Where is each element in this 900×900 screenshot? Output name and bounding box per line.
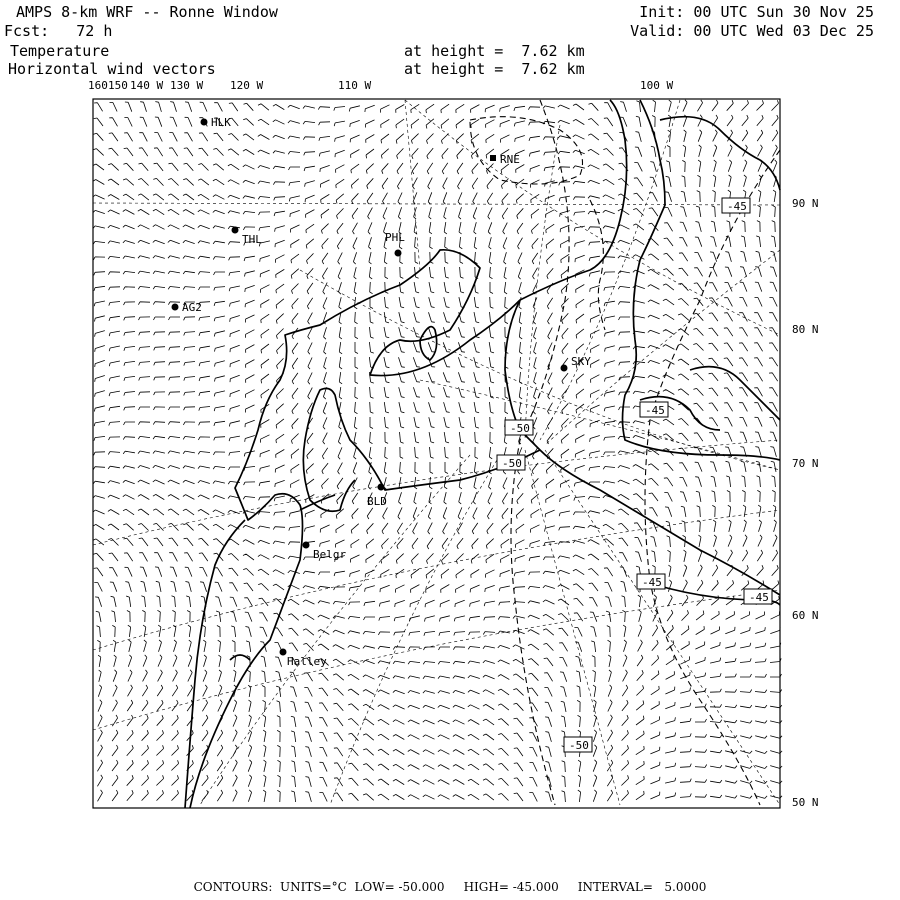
temperature-height: at height = 7.62 km (404, 42, 585, 60)
station-label-bld: BLD (367, 495, 387, 508)
lon-label-140w: 140 W (130, 79, 164, 92)
station-label-phl: PHL (385, 231, 405, 244)
station-marker (172, 304, 179, 311)
contour-label: -45 (749, 591, 769, 604)
lat-label-70n: 70 N (792, 457, 819, 470)
latitude-labels (792, 197, 819, 809)
field-wind-vectors: Horizontal wind vectors (8, 60, 216, 78)
contour-label: -45 (645, 404, 665, 417)
contour-info-footer: CONTOURS: UNITS=°C LOW= -50.000 HIGH= -45.000 INTERVAL= 5.0000 (193, 880, 707, 894)
map-title: AMPS 8-km WRF -- Ronne Window (16, 3, 278, 21)
contour-labels (497, 198, 772, 752)
wind-barbs (93, 100, 782, 802)
lon-label-160: 160 (88, 79, 108, 92)
station-label-hlk: HLK (211, 116, 231, 129)
lon-label-100w: 100 W (640, 79, 674, 92)
station-marker (395, 250, 402, 257)
station-marker (561, 365, 568, 372)
lon-label-120w: 120 W (230, 79, 264, 92)
station-label-ag2: AG2 (182, 301, 202, 314)
station-marker (232, 227, 239, 234)
station-label-sky: SKY (571, 355, 591, 368)
station-marker (280, 649, 287, 656)
wind-vector-field (93, 100, 782, 802)
longitude-labels (88, 79, 673, 92)
contour-label: -50 (510, 422, 530, 435)
station-label-halley: Halley (287, 655, 327, 668)
wind-height: at height = 7.62 km (404, 60, 585, 78)
lat-label-50n: 50 N (792, 796, 819, 809)
valid-time: Valid: 00 UTC Wed 03 Dec 25 (630, 22, 874, 40)
lon-label-110w: 110 W (338, 79, 372, 92)
contour-label: -50 (502, 457, 522, 470)
lat-label-90n: 90 N (792, 197, 819, 210)
field-temperature: Temperature (10, 42, 110, 60)
station-label-rne: RNE (500, 153, 520, 166)
coastline (185, 100, 780, 808)
lat-label-60n: 60 N (792, 609, 819, 622)
station-label-thl: THL (242, 233, 262, 246)
contour-label: -45 (642, 576, 662, 589)
station-marker (303, 542, 310, 549)
forecast-hour: Fcst: 72 h (4, 22, 113, 40)
station-marker (490, 155, 496, 161)
lon-label-130w: 130 W (170, 79, 204, 92)
lon-label-150: 150 (108, 79, 128, 92)
station-marker (201, 119, 208, 126)
init-time: Init: 00 UTC Sun 30 Nov 25 (639, 3, 874, 21)
station-label-belgr: Belgr (313, 548, 347, 561)
station-marker (378, 484, 385, 491)
contour-label: -50 (569, 739, 589, 752)
lat-label-80n: 80 N (792, 323, 819, 336)
contour-label: -45 (727, 200, 747, 213)
